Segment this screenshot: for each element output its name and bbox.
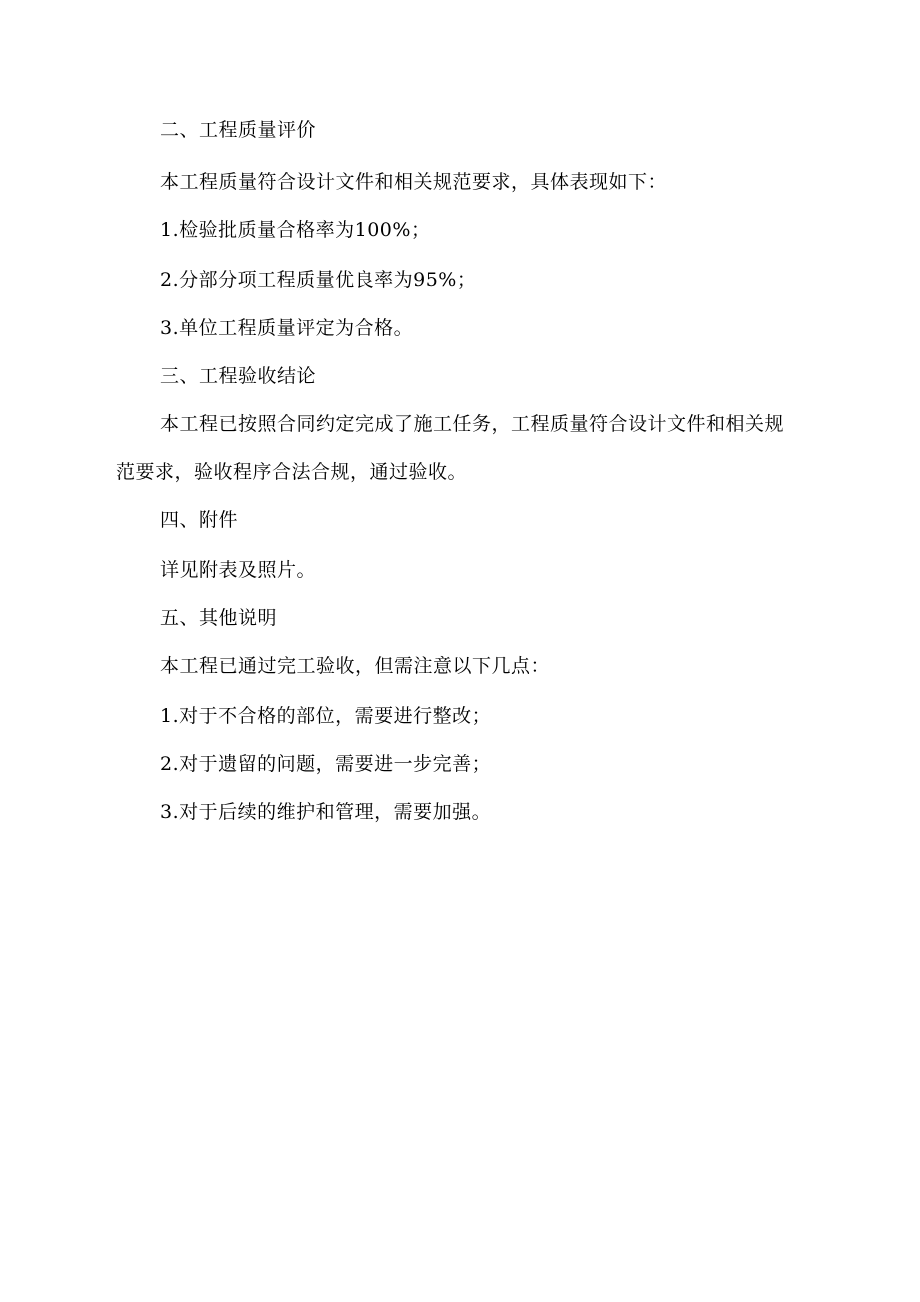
section-3-paragraph-line-2: 范要求，验收程序合法合规，通过验收。: [116, 461, 468, 483]
section-4-heading: 四、附件: [160, 509, 239, 531]
section-5-item-3: 3.对于后续的维护和管理，需要加强。: [160, 801, 492, 823]
section-2-item-1: 1.检验批质量合格率为100%；: [160, 219, 431, 241]
section-3-paragraph-line-1: 本工程已按照合同约定完成了施工任务，工程质量符合设计文件和相关规: [160, 413, 785, 435]
section-5-item-1: 1.对于不合格的部位，需要进行整改；: [160, 705, 492, 727]
section-5-heading: 五、其他说明: [160, 607, 278, 629]
section-2-intro: 本工程质量符合设计文件和相关规范要求，具体表现如下：: [160, 171, 668, 193]
section-2-item-2: 2.分部分项工程质量优良率为95%；: [160, 269, 477, 291]
section-2-item-3: 3.单位工程质量评定为合格。: [160, 317, 414, 339]
section-5-intro: 本工程已通过完工验收，但需注意以下几点：: [160, 655, 551, 677]
section-5-item-2: 2.对于遗留的问题，需要进一步完善；: [160, 753, 492, 775]
section-2-heading: 二、工程质量评价: [160, 119, 317, 141]
section-4-text: 详见附表及照片。: [160, 559, 317, 581]
section-3-heading: 三、工程验收结论: [160, 365, 317, 387]
